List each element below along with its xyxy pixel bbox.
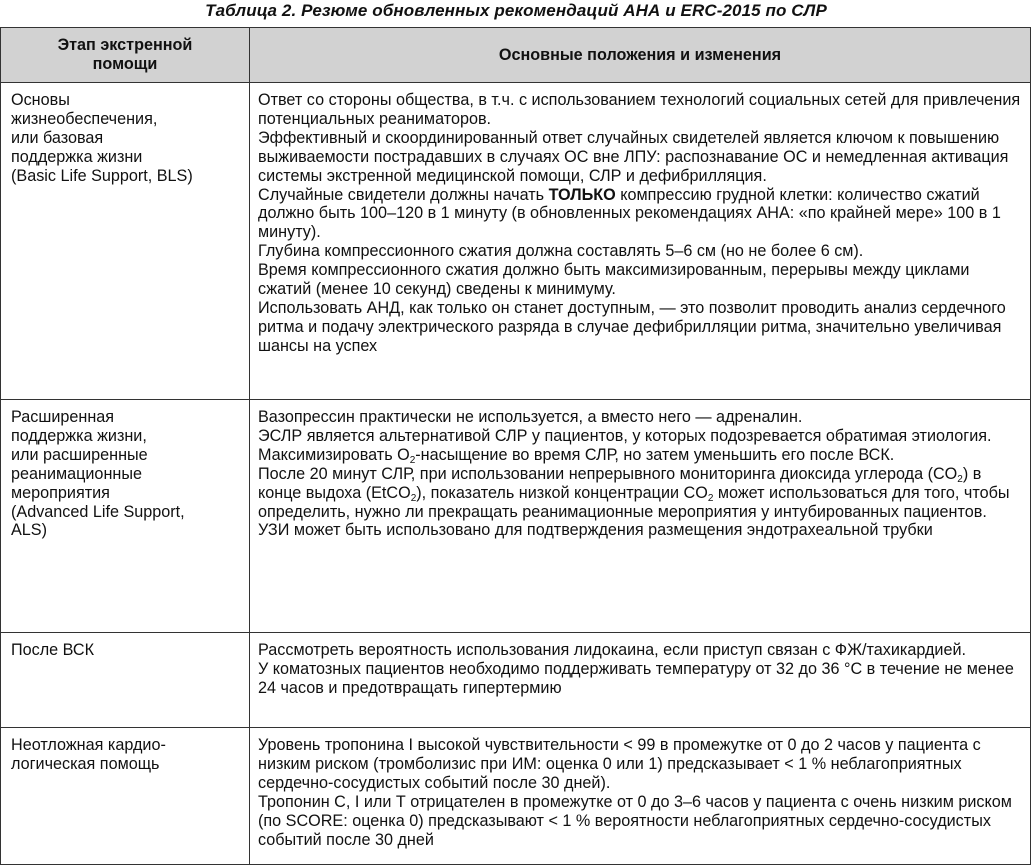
text-run: Случайные свидетели должны начать [258,185,549,204]
header-content: Основные положения и изменения [250,28,1031,83]
content-paragraph [258,186,1024,243]
stage-line: После ВСК [11,641,95,659]
stage-cell [1,400,250,633]
text-run: После 20 минут СЛР, при использовании непрерывного мониторинга диоксида углерода (CO [258,464,958,483]
stage-line: поддержка жизни [11,147,143,166]
header-stage [1,28,250,83]
text-run: ) в конце выдоха (EtCO [258,464,982,502]
content-paragraph: Время компрессионного сжатия должно быть максимизированным, перерывы между циклами сжатий (менее 10 секунд) сведены к минимуму. [258,261,970,299]
text-run: компрессию грудной клетки: количество сжатий должно быть 100–120 в 1 минуту (в обновленных рекомендациях АНА: «по крайней мере» 100 в 1 минуту). [258,185,1001,242]
content-paragraph: Эффективный и скоординированный ответ случайных свидетелей является ключом к повышению выживаемости пострадавших в случаях ОС вне ЛПУ: распознавание ОС и немедленная активация системы экстренной медицинской помощи, СЛР и дефибрилляция. [258,128,1009,185]
stage-line: (Basic Life Support, BLS) [11,166,193,185]
table-row-als [1,400,1031,633]
stage-cell [1,728,250,865]
text-run: Максимизировать O [258,445,410,464]
header-stage-label: Этап экстренной помощи [57,36,193,73]
table-caption: Таблица 2. Резюме обновленных рекомендаций АНА и ERC-2015 по СЛР [205,1,827,20]
table-row-post-rosc [1,633,1031,728]
subscript: 2 [409,454,416,466]
subscript: 2 [410,492,417,504]
subscript: 2 [957,473,963,485]
stage-line: реанимационные [11,464,142,483]
stage-line: жизнеобеспечения, [11,109,158,128]
content-cell [250,633,1031,728]
content-cell [250,83,1031,400]
stage-line: Расширенная [11,408,115,426]
stage-line: Основы [11,91,70,109]
stage-line: Неотложная кардио- [11,736,166,754]
content-paragraph: Использовать АНД, как только он станет доступным, — это позволит проводить анализ сердечного ритма и подачу электрического разряда в случае дефибрилляции ритма, значительно увеличивая шансы на успех [258,298,1006,355]
stage-cell [1,83,250,400]
content-paragraph: Уровень тропонина I высокой чувствительности < 99 в промежутке от 0 до 2 часов у пациента с низким риском (тромболизис при ИМ: оценка 0 или 1) предсказывает < 1 % неблагоприятных сердечно-сосудистых событий после 30 дней). [258,736,981,792]
stage-line: или базовая [11,128,104,147]
stage-line: или расширенные [11,445,148,464]
content-paragraph: УЗИ может быть использовано для подтверждения размещения эндотрахеальной трубки [258,521,933,540]
stage-line: ALS) [11,521,47,540]
text-run: ), показатель низкой концентрации CO [416,483,708,502]
content-paragraph: Ответ со стороны общества, в т.ч. с использованием технологий социальных сетей для привлечения потенциальных реаниматоров. [258,91,1021,128]
recommendations-table [0,27,1031,865]
subscript: 2 [707,492,714,504]
header-row [1,28,1031,83]
content-paragraph [258,465,1024,522]
table-row-bls [1,83,1031,400]
emphasis-text: ТОЛЬКО [548,185,616,204]
stage-cell [1,633,250,728]
content-paragraph: У коматозных пациентов необходимо поддерживать температуру от 32 до 36 °С в течение не менее 24 часов и предотвращать гипертермию [258,659,1014,697]
content-paragraph [258,446,1024,465]
stage-line: поддержка жизни, [11,426,147,445]
text-run: может использоваться для того, чтобы определить, нужно ли прекращать реанимационные мероприятия у интубированных пациентов. [258,483,1010,521]
content-paragraph: Рассмотреть вероятность использования лидокаина, если приступ связан с ФЖ/тахикардией. [258,641,967,659]
content-paragraph: ЭСЛР является альтернативой СЛР у пациентов, у которых подозревается обратимая этиология. [258,426,992,445]
stage-line: мероприятия [11,483,110,502]
content-cell [250,728,1031,865]
content-paragraph: Глубина компрессионного сжатия должна составлять 5–6 см (но не более 6 см). [258,242,864,261]
stage-line: (Advanced Life Support, [11,502,185,521]
content-cell [250,400,1031,633]
text-run: -насыщение во время СЛР, но затем уменьшить его после ВСК. [415,445,895,464]
content-paragraph: Вазопрессин практически не используется, а вместо него — адреналин. [258,408,803,426]
stage-line: логическая помощь [11,754,160,773]
table-row-cardiology [1,728,1031,865]
content-paragraph: Тропонин С, I или Т отрицателен в промежутке от 0 до 3–6 часов у пациента с очень низким риском (по SCORE: оценка 0) предсказывают < 1 % вероятности неблагоприятных сердечно-сосудистых событий после 30 дней [258,792,1012,849]
